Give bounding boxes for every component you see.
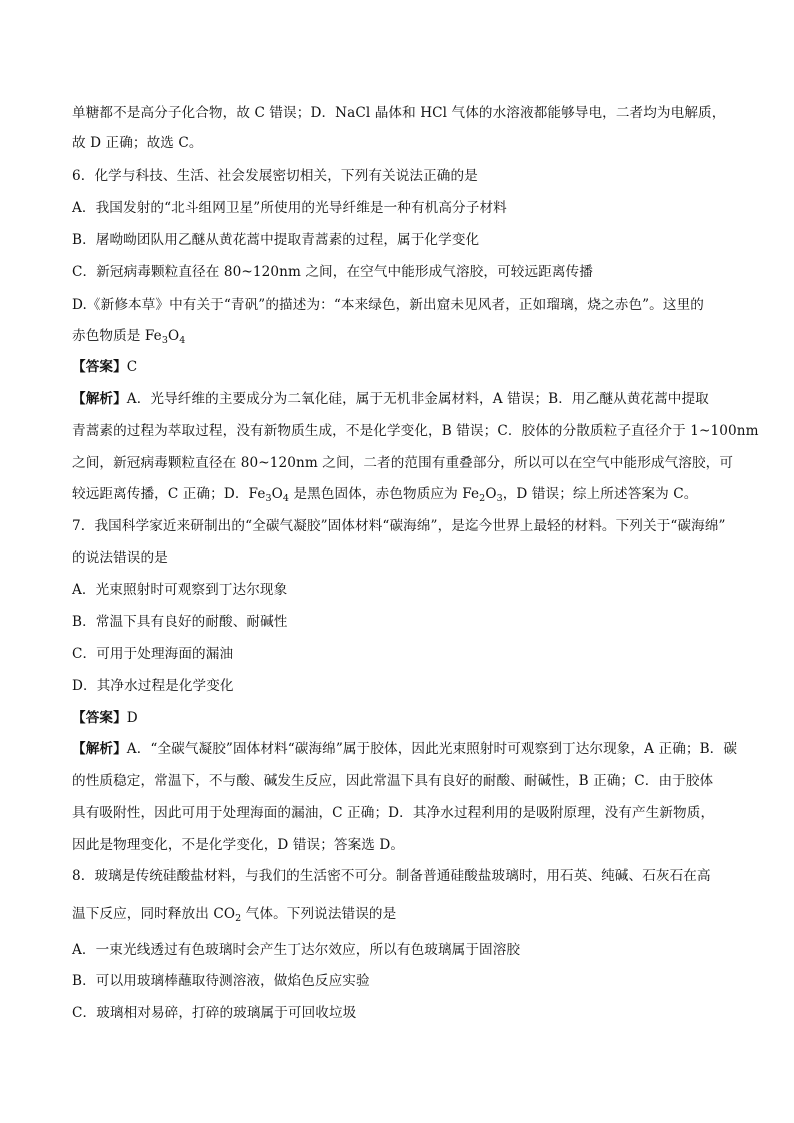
text-segment: C．玻璃相对易碎，打碎的玻璃属于可回收垃圾 [72, 1005, 357, 1021]
text-segment: 的性质稳定，常温下，不与酸、碱发生反应，因此常温下具有良好的耐酸、耐碱性，B 正确；C．由于胶体 [72, 773, 714, 789]
text-segment: 较远距离传播，C 正确；D．Fe [72, 486, 266, 502]
text-segment: A．一束光线透过有色玻璃时会产生丁达尔效应，所以有色玻璃属于固溶胶 [72, 942, 521, 958]
answer-tag: 【答案】 [72, 359, 127, 375]
subscript: 4 [179, 335, 186, 346]
text-line [72, 771, 713, 791]
text-line [72, 103, 725, 123]
text-segment: 故 D 正确；故选 C。 [72, 135, 203, 151]
text-segment: 的说法错误的是 [72, 550, 168, 566]
text-segment: 之间，新冠病毒颗粒直径在 80~120nm 之间，二者的范围有重叠部分，所以可以在空气中能形成气溶胶，可 [72, 455, 734, 471]
text-line [72, 835, 404, 855]
text-segment: C [126, 359, 138, 375]
text-line [72, 262, 593, 282]
text-line [72, 739, 737, 759]
text-segment: D [126, 710, 138, 726]
subscript: 2 [235, 913, 242, 924]
text-segment: 具有吸附性，因此可用于处理海面的漏油，C 正确；D．其净水过程利用的是吸附原理，没有产生新物质， [72, 805, 715, 821]
text-segment: B．常温下具有良好的耐酸、耐碱性 [72, 614, 288, 630]
text-line [72, 198, 507, 218]
text-line [72, 580, 287, 600]
answer-tag: 【答案】 [72, 710, 127, 726]
text-line [72, 548, 168, 568]
text-segment: 赤色物质是 Fe [72, 328, 162, 344]
answer-tag: 【解析】 [72, 741, 127, 757]
text-line [72, 230, 479, 250]
subscript: 4 [282, 493, 290, 504]
answer-tag: 【解析】 [72, 391, 127, 407]
text-line [72, 612, 288, 632]
text-segment: ，D 错误；综上所述答案为 C。 [502, 486, 698, 502]
text-segment: A．“全碳气凝胶”固体材料“碳海绵”属于胶体，因此光束照射时可观察到丁达尔现象，A 正确；B．碳 [126, 741, 738, 757]
text-line [72, 166, 478, 186]
text-line [72, 357, 137, 377]
text-segment: 气体。下列说法错误的是 [241, 906, 397, 922]
text-segment: O [167, 328, 180, 344]
text-line [72, 326, 185, 346]
text-segment: 7．我国科学家近来研制出的“全碳气凝胶”固体材料“碳海绵”，是迄今世界上最轻的材料。下列关于“碳海绵” [72, 518, 726, 534]
text-segment: 温下反应，同时释放出 CO [72, 906, 236, 922]
text-line [72, 676, 234, 696]
text-line [72, 971, 370, 991]
text-line [72, 708, 138, 728]
text-segment: 6．化学与科技、生活、社会发展密切相关，下列有关说法正确的是 [72, 168, 478, 184]
text-segment: 8．玻璃是传统硅酸盐材料，与我们的生活密不可分。制备普通硅酸盐玻璃时，用石英、纯碱、石灰石在高 [72, 868, 711, 884]
text-line [72, 940, 520, 960]
text-segment: C．可用于处理海面的漏油 [72, 646, 234, 662]
text-segment: 因此是物理变化，不是化学变化，D 错误；答案选 D。 [72, 837, 405, 853]
text-line [72, 453, 733, 473]
text-line [72, 644, 233, 664]
text-line [72, 904, 396, 924]
text-line [72, 295, 704, 315]
subscript: 2 [479, 493, 486, 504]
text-line [72, 1003, 356, 1023]
subscript: 3 [496, 493, 503, 504]
text-line [72, 803, 714, 823]
text-segment: B．屠呦呦团队用乙醚从黄花蒿中提取青蒿素的过程，属于化学变化 [72, 232, 480, 248]
text-line [72, 516, 726, 536]
text-segment: O [271, 486, 283, 502]
text-segment: B．可以用玻璃棒蘸取待测溶液，做焰色反应实验 [72, 973, 370, 989]
text-segment: A．光束照射时可观察到丁达尔现象 [72, 582, 288, 598]
subscript: 3 [265, 493, 272, 504]
text-segment: A．我国发射的“北斗组网卫星”所使用的光导纤维是一种有机高分子材料 [72, 200, 507, 216]
text-segment: 青蒿素的过程为萃取过程，没有新物质生成，不是化学变化，B 错误；C．胶体的分散质粒子直径介于 1~100nm [72, 423, 759, 439]
text-line [72, 866, 711, 886]
text-segment: D.《新修本草》中有关于“青矾”的描述为：“本来绿色，新出窟未见风者，正如瑠璃，烧之赤色”。这里的 [72, 297, 704, 313]
text-line [72, 133, 203, 153]
text-segment: 单糖都不是高分子化合物，故 C 错误；D．NaCl 晶体和 HCl 气体的水溶液都能够导电，二者均为电解质， [72, 105, 726, 121]
text-line [72, 484, 697, 504]
text-segment: A．光导纤维的主要成分为二氧化硅，属于无机非金属材料，A 错误；B．用乙醚从黄花蒿中提取 [126, 391, 709, 407]
text-segment: O [485, 486, 497, 502]
text-segment: D．其净水过程是化学变化 [72, 678, 234, 694]
text-segment: C．新冠病毒颗粒直径在 80~120nm 之间，在空气中能形成气溶胶，可较远距离传播 [72, 264, 593, 280]
text-line [72, 389, 709, 409]
text-segment: 是黑色固体，赤色物质应为 Fe [289, 486, 480, 502]
subscript: 3 [161, 335, 168, 346]
text-line [72, 421, 759, 441]
